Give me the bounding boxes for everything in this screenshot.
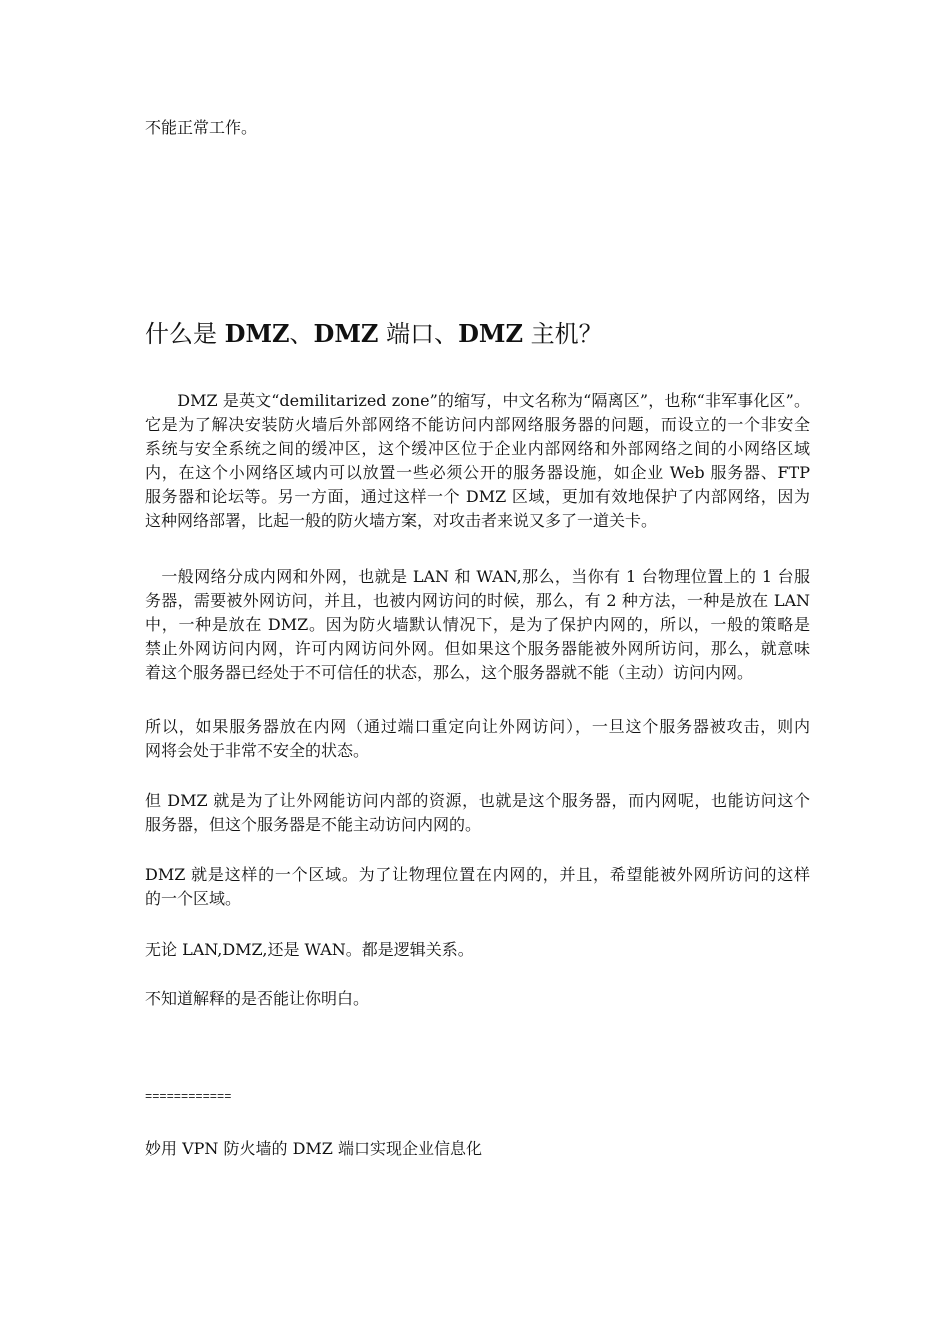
paragraph-line: 务器，需要被外网访问，并且，也被内网访问的时候，那么，有 2 种方法，一种是放在 LAN xyxy=(145,591,810,610)
paragraph-logical-relations: 无论 LAN,DMZ,还是 WAN。都是逻辑关系。 xyxy=(145,940,474,959)
next-article-title: 妙用 VPN 防火墙的 DMZ 端口实现企业信息化 xyxy=(145,1139,482,1158)
paragraph-line: 内，在这个小网络区域内可以放置一些必须公开的服务器设施，如企业 Web 服务器、FTP xyxy=(145,463,810,482)
heading-part: 什么是 xyxy=(145,320,225,348)
heading-bold-term: DMZ xyxy=(458,319,523,348)
paragraph-line: 这种网络部署，比起一般的防火墙方案，对攻击者来说又多了一道关卡。 xyxy=(145,511,658,530)
heading-part: 端口、 xyxy=(378,320,459,348)
paragraph-line: 所以，如果服务器放在内网（通过端口重定向让外网访问），一旦这个服务器被攻击，则内 xyxy=(145,717,810,736)
paragraph-line: DMZ 是英文“demilitarized zone”的缩写，中文名称为“隔离区”，也称“非军事化区”。 xyxy=(145,391,810,410)
paragraph-line: 服务器和论坛等。另一方面，通过这样一个 DMZ 区域，更加有效地保护了内部网络，因为 xyxy=(145,487,810,506)
paragraph-closing-note: 不知道解释的是否能让你明白。 xyxy=(145,989,370,1008)
paragraph-line: 禁止外网访问内网，许可内网访问外网。但如果这个服务器能被外网所访问，那么，就意味 xyxy=(145,639,810,658)
paragraph-line: 的一个区域。 xyxy=(145,889,242,908)
paragraph-line: 网将会处于非常不安全的状态。 xyxy=(145,741,370,760)
intro-tail-text: 不能正常工作。 xyxy=(145,118,258,137)
separator-line: ============ xyxy=(145,1090,232,1104)
paragraph-line: 服务器，但这个服务器是不能主动访问内网的。 xyxy=(145,815,482,834)
section-heading xyxy=(145,318,603,350)
heading-part: 、 xyxy=(289,320,314,348)
paragraph-line: 它是为了解决安装防火墙后外部网络不能访问内部网络服务器的问题，而设立的一个非安全 xyxy=(145,415,810,434)
heading-bold-term: DMZ xyxy=(313,319,379,348)
paragraph-line: 一般网络分成内网和外网，也就是 LAN 和 WAN,那么，当你有 1 台物理位置上的 1 台服 xyxy=(145,567,810,586)
paragraph-line: 系统与安全系统之间的缓冲区，这个缓冲区位于企业内部网络和外部网络之间的小网络区域 xyxy=(145,439,810,458)
paragraph-line: DMZ 就是这样的一个区域。为了让物理位置在内网的，并且，希望能被外网所访问的这样 xyxy=(145,865,810,884)
heading-bold-term: DMZ xyxy=(224,319,290,348)
heading-part: 主机？ xyxy=(523,320,603,348)
paragraph-line: 中，一种是放在 DMZ。因为防火墙默认情况下，是为了保护内网的，所以，一般的策略是 xyxy=(145,615,810,634)
paragraph-line: 着这个服务器已经处于不可信任的状态，那么，这个服务器就不能（主动）访问内网。 xyxy=(145,663,754,682)
paragraph-line: 但 DMZ 就是为了让外网能访问内部的资源，也就是这个服务器，而内网呢，也能访问这个 xyxy=(145,791,810,810)
